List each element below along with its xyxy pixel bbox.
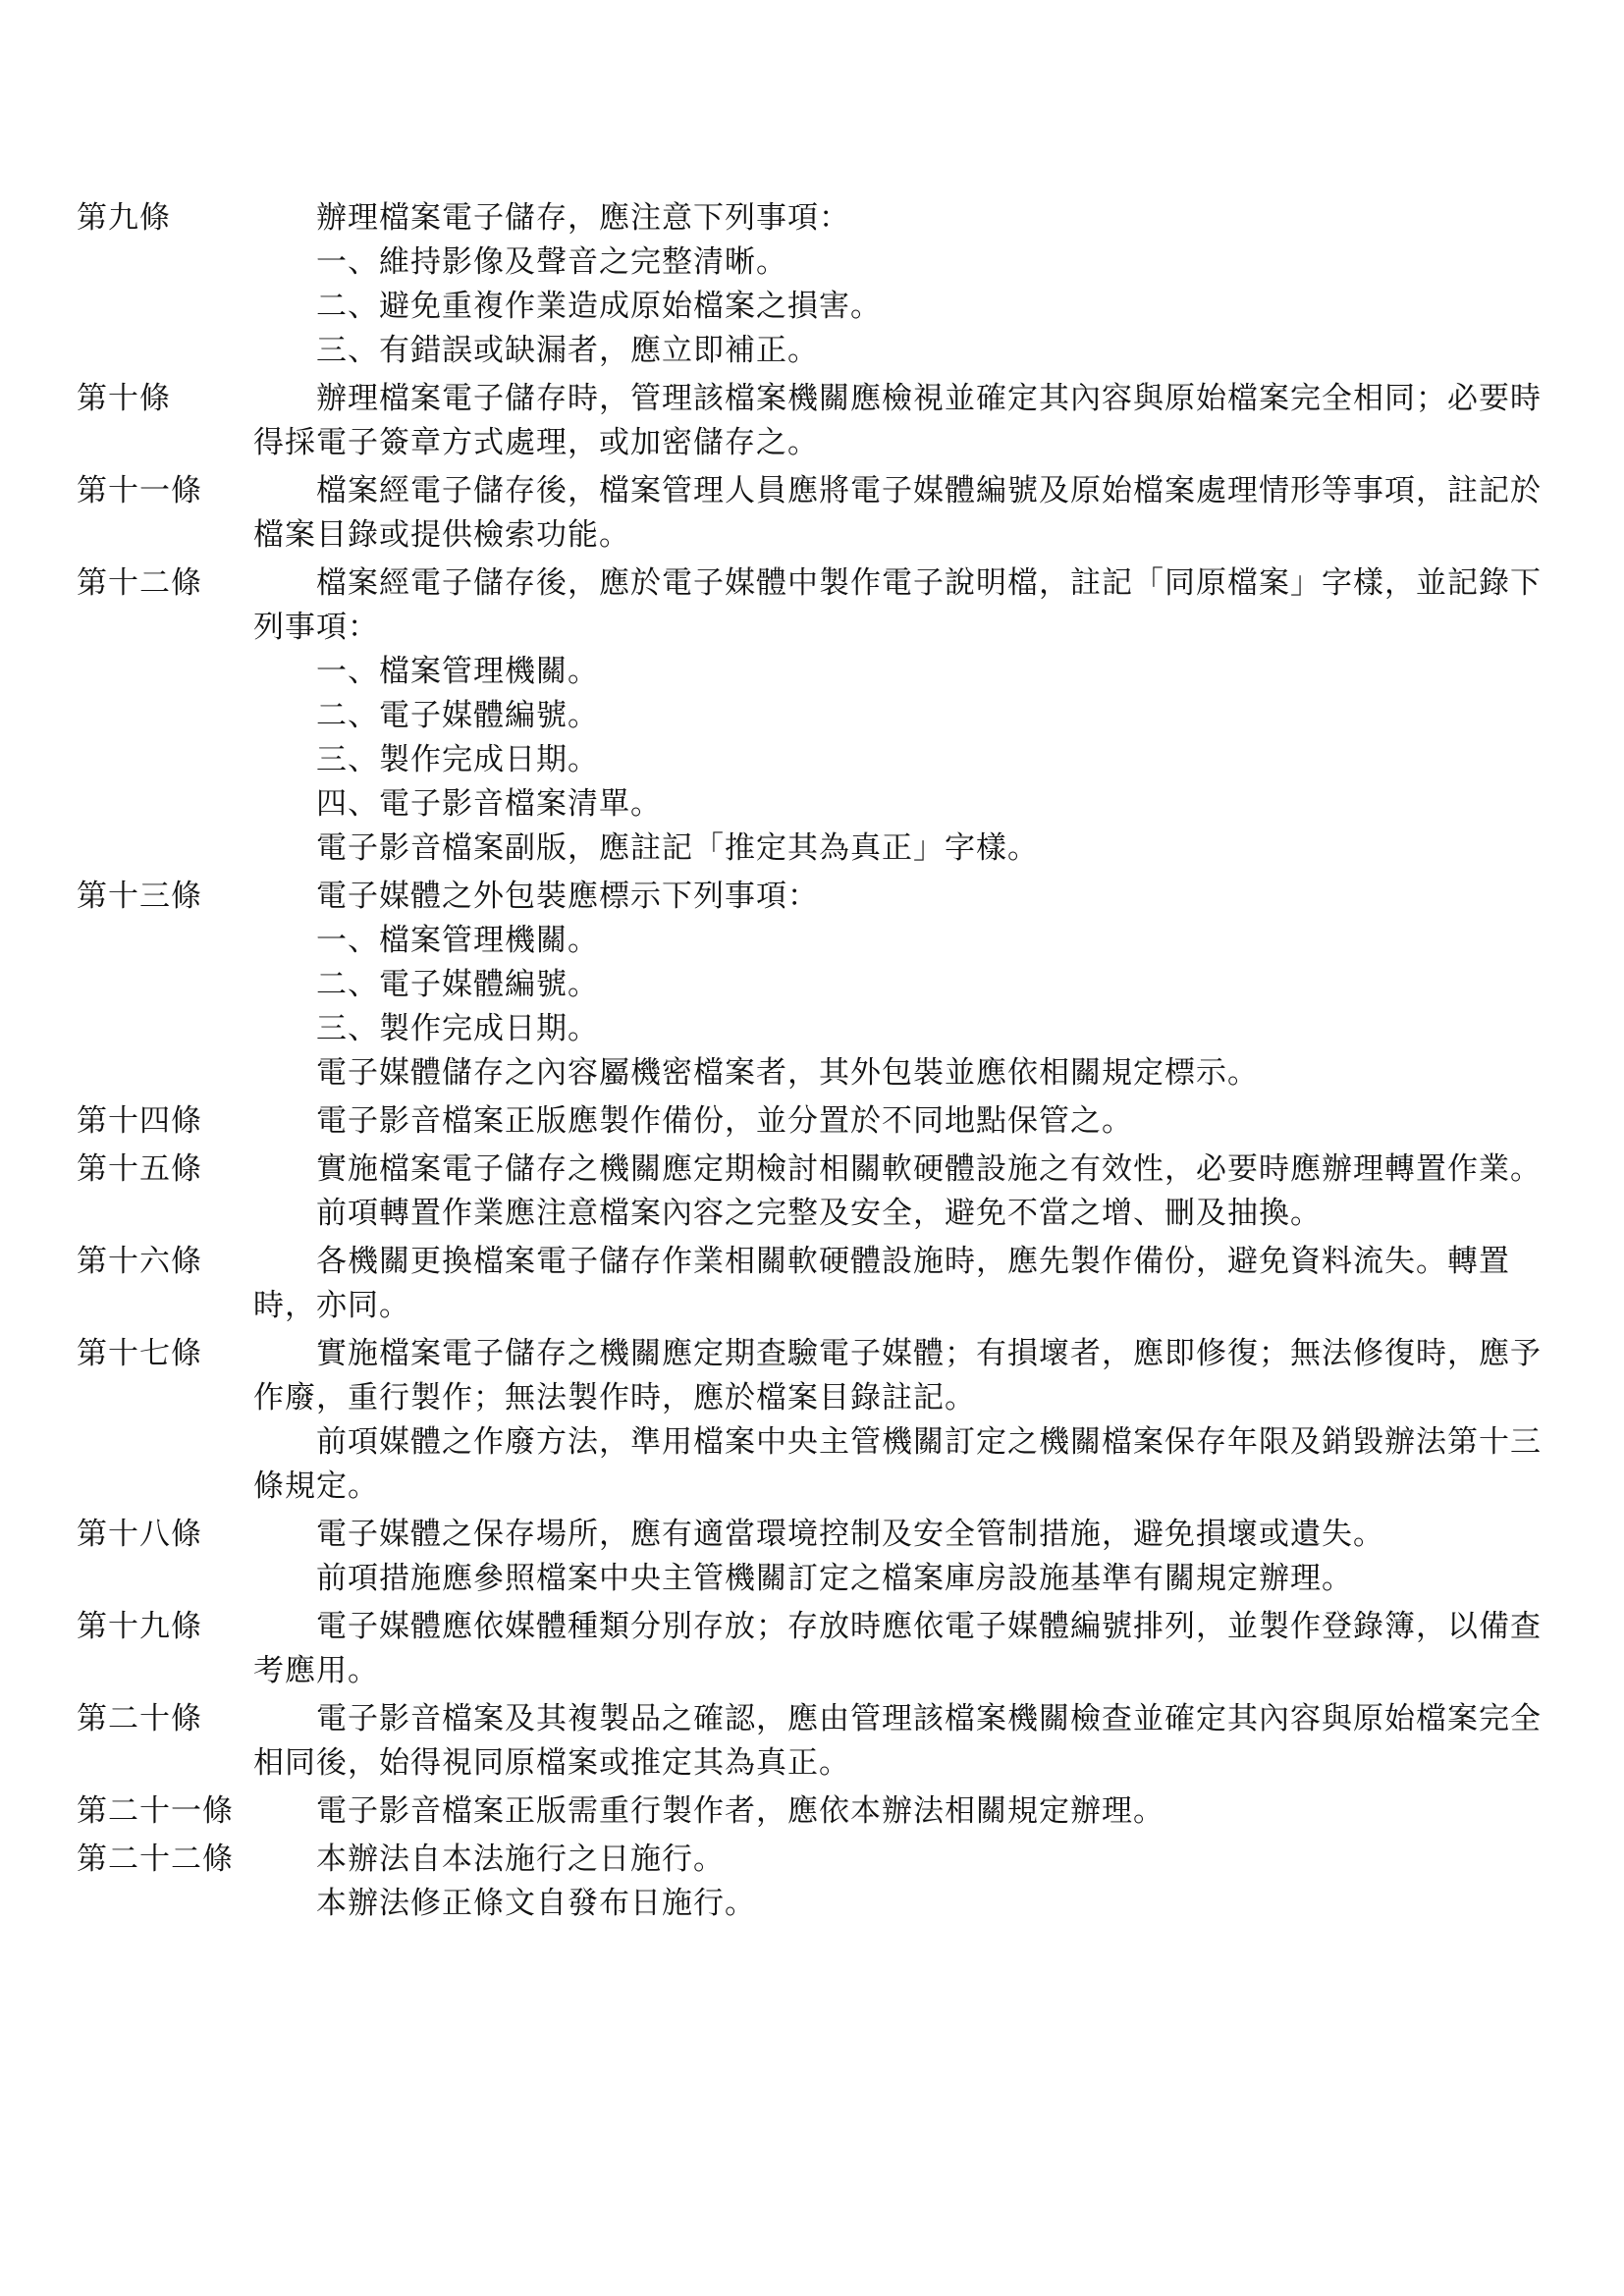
article-list-item: 一、檔案管理機關。 [316, 654, 599, 689]
article-list-item: 二、電子媒體編號。 [316, 698, 599, 733]
article-paragraph: 電子媒體應依媒體種類分別存放；存放時應依電子媒體編號排列，並製作登錄簿，以備查考應用。 [253, 1609, 1542, 1688]
article-paragraph: 辦理檔案電子儲存，應注意下列事項： [316, 200, 850, 236]
article-body [253, 1332, 1559, 1509]
article-body [253, 1513, 1559, 1601]
article-paragraph: 實施檔案電子儲存之機關應定期查驗電子媒體；有損壞者，應即修復；無法修復時，應予作廢，重行製作；無法製作時，應於檔案目錄註記。 [253, 1336, 1542, 1415]
article-paragraph: 實施檔案電子儲存之機關應定期檢討相關軟硬體設施之有效性，必要時應辦理轉置作業。 [316, 1151, 1542, 1187]
article-body [253, 875, 1559, 1095]
article [77, 377, 1542, 465]
article-body [253, 1240, 1559, 1328]
article-body [253, 1789, 1559, 1834]
article-number: 第十一條 [77, 473, 202, 508]
article [77, 196, 1490, 373]
article-paragraph: 各機關更換檔案電子儲存作業相關軟硬體設施時，應先製作備份，避免資料流失。轉置時，亦同。 [253, 1244, 1510, 1323]
article-list-item: 二、電子媒體編號。 [316, 967, 599, 1002]
article-list-item: 三、有錯誤或缺漏者，應立即補正。 [316, 333, 819, 368]
article [77, 1332, 1542, 1509]
article-paragraph: 電子影音檔案及其複製品之確認，應由管理該檔案機關檢查並確定其內容與原始檔案完全相同後，始得視同原檔案或推定其為真正。 [253, 1701, 1542, 1781]
article-body [253, 1838, 1559, 1926]
article-paragraph: 辦理檔案電子儲存時，管理該檔案機關應檢視並確定其內容與原始檔案完全相同；必要時得採電子簽章方式處理，或加密儲存之。 [253, 381, 1542, 460]
article-paragraph: 檔案經電子儲存後，應於電子媒體中製作電子說明檔，註記「同原檔案」字樣，並記錄下列事項： [253, 565, 1542, 645]
article [77, 1513, 1490, 1601]
article-number: 第十二條 [77, 565, 202, 601]
article [77, 469, 1542, 558]
article-body [253, 1099, 1559, 1144]
article-number: 第二十一條 [77, 1793, 234, 1829]
article-number: 第十三條 [77, 879, 202, 914]
article-body [253, 1605, 1559, 1693]
article [77, 1605, 1542, 1693]
article-paragraph: 檔案經電子儲存後，檔案管理人員應將電子媒體編號及原始檔案處理情形等事項，註記於檔案目錄或提供檢索功能。 [253, 473, 1542, 553]
article-paragraph: 前項措施應參照檔案中央主管機關訂定之檔案庫房設施基準有關規定辦理。 [316, 1561, 1353, 1596]
article-number: 第二十條 [77, 1701, 202, 1736]
article-paragraph: 電子影音檔案正版需重行製作者，應依本辦法相關規定辦理。 [316, 1793, 1164, 1829]
article [77, 1099, 1490, 1144]
article-number: 第二十二條 [77, 1842, 234, 1877]
article-list-item: 三、製作完成日期。 [316, 742, 599, 777]
article-number: 第十六條 [77, 1244, 202, 1279]
article-paragraph: 電子媒體儲存之內容屬機密檔案者，其外包裝並應依相關規定標示。 [316, 1055, 1259, 1091]
article-paragraph: 電子影音檔案副版，應註記「推定其為真正」字樣。 [316, 830, 1039, 866]
article [77, 1148, 1542, 1236]
article-number: 第九條 [77, 200, 171, 236]
article-body [253, 1148, 1559, 1236]
article [77, 561, 1542, 871]
article-number: 第十八條 [77, 1517, 202, 1552]
article [77, 1240, 1510, 1328]
article-body [253, 1697, 1559, 1786]
article-list-item: 三、製作完成日期。 [316, 1011, 599, 1046]
article-number: 第十五條 [77, 1151, 202, 1187]
regulation-document [77, 196, 1542, 1930]
article [77, 875, 1490, 1095]
article-number: 第十七條 [77, 1336, 202, 1371]
article-paragraph: 本辦法自本法施行之日施行。 [316, 1842, 725, 1877]
article-number: 第十四條 [77, 1103, 202, 1139]
article-paragraph: 本辦法修正條文自發布日施行。 [316, 1886, 756, 1921]
article [77, 1697, 1542, 1786]
article-list-item: 二、避免重複作業造成原始檔案之損害。 [316, 289, 882, 324]
article-paragraph: 電子媒體之外包裝應標示下列事項： [316, 879, 819, 914]
article-body [253, 469, 1559, 558]
article-body [253, 196, 1559, 373]
article-number: 第十條 [77, 381, 171, 416]
article-paragraph: 電子媒體之保存場所，應有適當環境控制及安全管制措施，避免損壞或遺失。 [316, 1517, 1384, 1552]
article-paragraph: 電子影音檔案正版應製作備份，並分置於不同地點保管之。 [316, 1103, 1133, 1139]
article-list-item: 四、電子影音檔案清單。 [316, 786, 662, 822]
article [77, 1789, 1490, 1834]
article-paragraph: 前項媒體之作廢方法，準用檔案中央主管機關訂定之機關檔案保存年限及銷毀辦法第十三條規定。 [253, 1424, 1542, 1504]
article-body [253, 561, 1559, 871]
article [77, 1838, 1490, 1926]
article-list-item: 一、檔案管理機關。 [316, 923, 599, 958]
article-list-item: 一、維持影像及聲音之完整清晰。 [316, 244, 787, 280]
article-body [253, 377, 1559, 465]
article-paragraph: 前項轉置作業應注意檔案內容之完整及安全，避免不當之增、刪及抽換。 [316, 1196, 1322, 1231]
article-number: 第十九條 [77, 1609, 202, 1644]
